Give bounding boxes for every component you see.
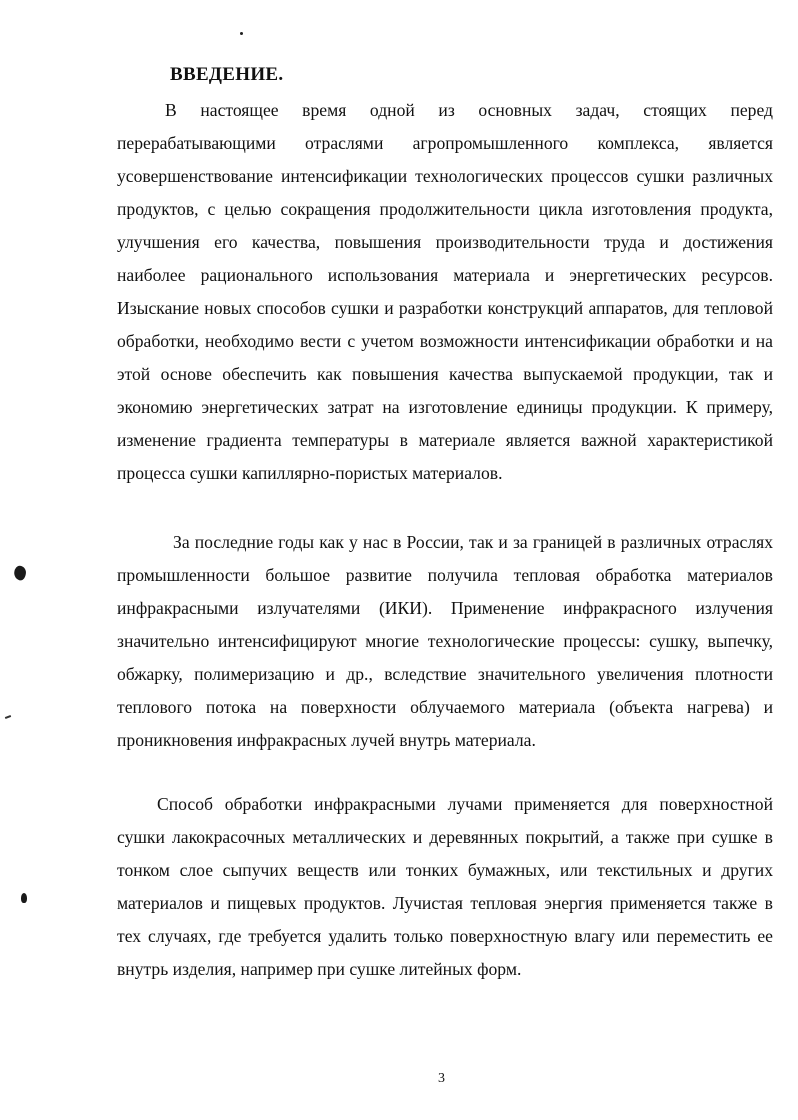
scan-ink-drop bbox=[21, 893, 27, 903]
scan-dash bbox=[5, 715, 11, 719]
paragraph-3: Способ обработки инфракрасными лучами применяется для поверхностной сушки лакокрасочных металлических и деревянных покрытий, а также при сушке в тонком слое сыпучих веществ или тонких бумажных, или текстильных и других материалов и пищевых продуктов. Лучистая тепловая энергия применяется также в тех случаях, где требуется удалить только поверхностную влагу или переместить ее внутрь изделия, например при сушке литейных форм. bbox=[117, 794, 773, 979]
page-number: 3 bbox=[438, 1071, 445, 1086]
scan-ink-blot bbox=[12, 564, 28, 581]
section-heading: ВВЕДЕНИЕ. bbox=[170, 64, 284, 85]
scan-speck bbox=[240, 32, 243, 35]
paragraph-2: За последние годы как у нас в России, так и за границей в различных отраслях промышленности большое развитие получила тепловая обработка материалов инфракрасными излучателями (ИКИ). Применение инфракрасного излучения значительно интенсифицируют многие технологические процессы: сушку, выпечку, обжарку, полимеризацию и др., вследствие значительного увеличения плотности теплового потока на поверхности облучаемого материала (объекта нагрева) и проникновения инфракрасных лучей внутрь материала. bbox=[117, 532, 773, 750]
paragraph-1: В настоящее время одной из основных задач, стоящих перед перерабатывающими отраслями агропромышленного комплекса, является усовершенствование интенсификации технологических процессов сушки различных продуктов, с целью сокращения продолжительности цикла изготовления продукта, улучшения его качества, повышения производительности труда и достижения наиболее рационального использования материала и энергетических ресурсов. Изыскание новых способов сушки и разработки конструкций аппаратов, для тепловой обработки, необходимо вести с учетом возможности интенсификации обработки и на этой основе обеспечить как повышения качества выпускаемой продукции, так и экономию энергетических затрат на изготовление единицы продукции. К примеру, изменение градиента температуры в материале является важной характеристикой процесса сушки капиллярно-пористых материалов. bbox=[117, 100, 773, 483]
